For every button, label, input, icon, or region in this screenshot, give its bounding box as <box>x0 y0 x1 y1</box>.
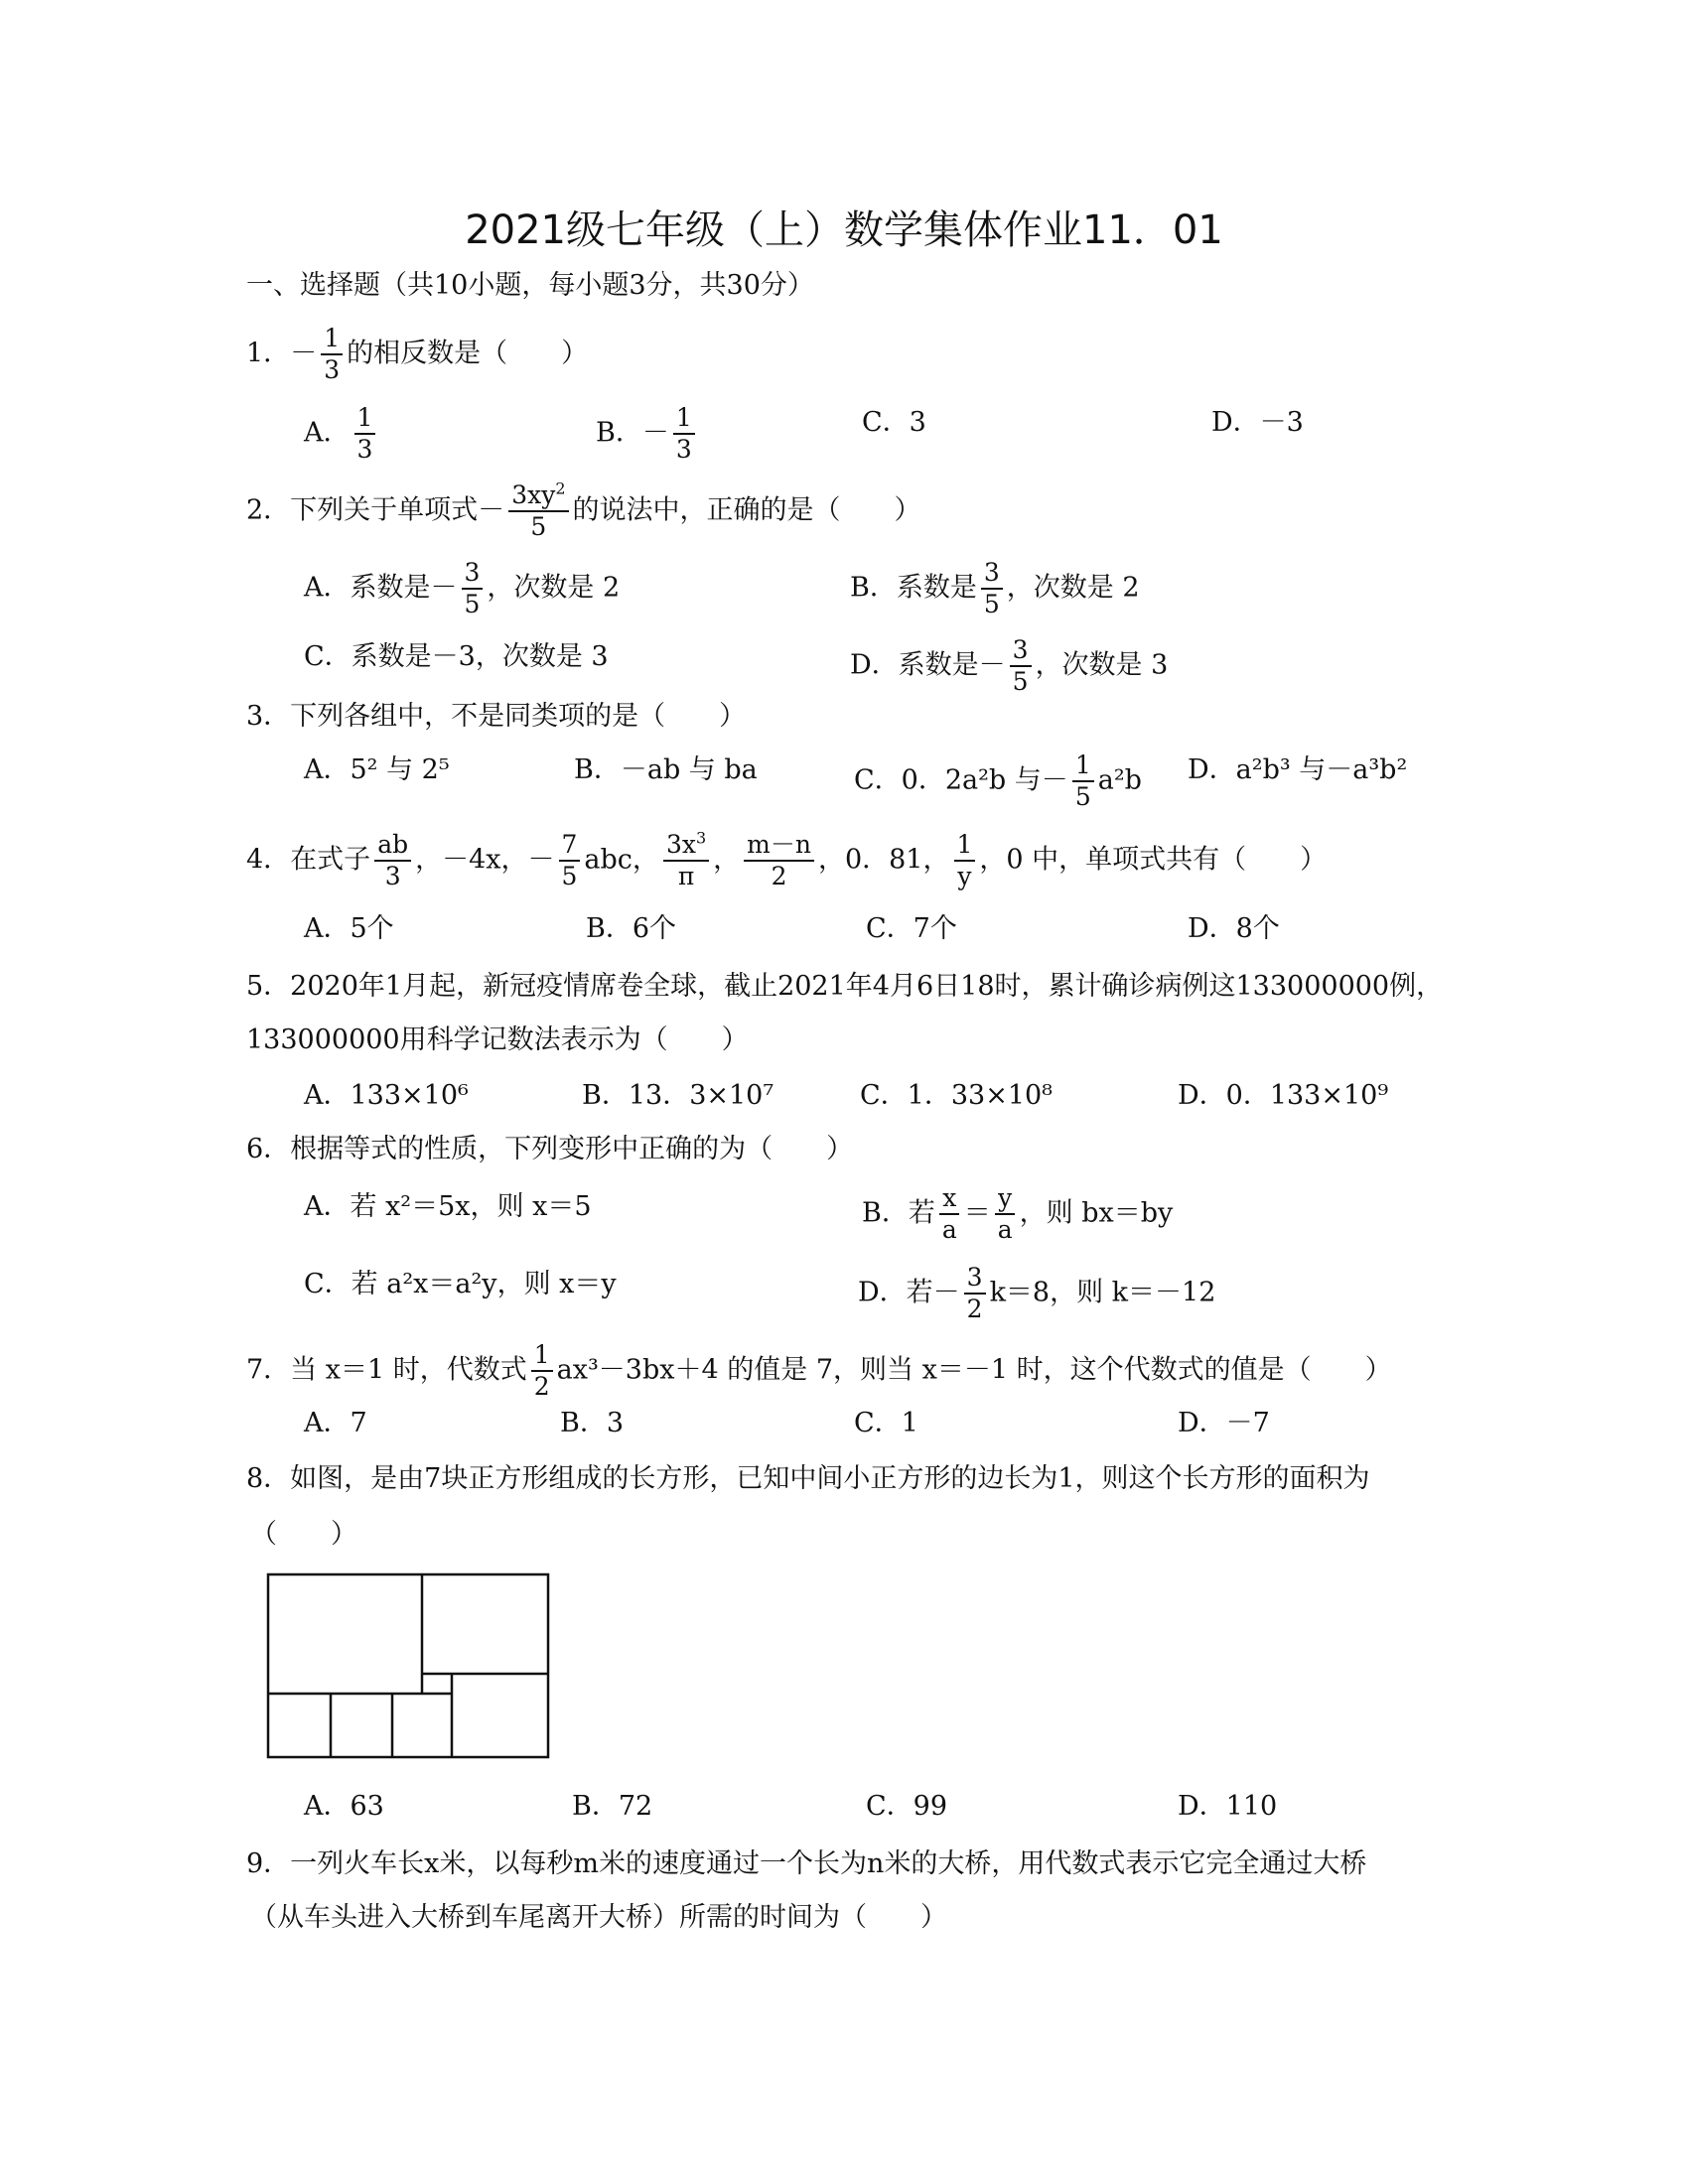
question-8-line-1: 8．如图，是由7块正方形组成的长方形，已知中间小正方形的边长为1，则这个长方形的面积为 <box>246 1463 1370 1494</box>
q8-option-b: B．72 <box>572 1791 653 1822</box>
q8-option-d: D．110 <box>1178 1791 1278 1822</box>
q7-option-b: B．3 <box>560 1408 625 1438</box>
q6-b-pre: B．若 <box>862 1197 935 1229</box>
q4-sep-1: ，－4x，－ <box>415 844 555 876</box>
page-title: 2021级七年级（上）数学集体作业11．01 <box>465 207 1223 253</box>
q2-d-den: 5 <box>1012 667 1029 696</box>
q2-frac-num-exp: 2 <box>555 478 566 498</box>
question-8-line-2: （ ） <box>250 1519 357 1550</box>
q7-option-c: C．1 <box>854 1408 918 1438</box>
q6-d-den: 2 <box>966 1295 983 1323</box>
question-1 <box>246 324 588 385</box>
q3-c-pre: C．0．2a²b 与－ <box>854 764 1068 796</box>
q1-a-fraction <box>354 403 376 465</box>
q1-b-label: B．－ <box>596 417 669 449</box>
q2-b-fraction <box>981 558 1003 619</box>
q6-b-y-num: y <box>995 1183 1015 1215</box>
q2-b-den: 5 <box>983 590 1000 618</box>
q2-a-fraction <box>462 558 484 619</box>
q2-a-den: 5 <box>464 590 481 618</box>
q4-f4-num: m－n <box>744 830 814 862</box>
q1-option-b <box>596 403 699 465</box>
question-6: 6．根据等式的性质，下列变形中正确的为（ ） <box>246 1134 854 1164</box>
q7-frac-num: 1 <box>531 1340 553 1372</box>
q1-frac-num: 1 <box>321 324 343 355</box>
question-9-line-1: 9．一列火车长x米，以每秒m米的速度通过一个长为n米的大桥，用代数式表示它完全通过大桥 <box>246 1848 1367 1879</box>
q6-option-d <box>858 1263 1215 1324</box>
q6-option-c: C．若 a²x＝a²y，则 x＝y <box>304 1269 617 1299</box>
q2-pre: 2．下列关于单项式－ <box>246 494 505 526</box>
question-7 <box>246 1340 1392 1402</box>
q4-option-a: A．5个 <box>304 913 394 944</box>
q6-d-post: k＝8，则 k＝－12 <box>989 1277 1216 1308</box>
q3-option-d: D．a²b³ 与－a³b² <box>1188 754 1408 785</box>
q1-fraction <box>321 324 343 385</box>
q3-option-a: A．5² 与 2⁵ <box>304 754 450 785</box>
q6-b-y-den: a <box>997 1215 1013 1244</box>
q2-d-num: 3 <box>1010 635 1032 667</box>
q1-option-c: C．3 <box>862 407 926 438</box>
q7-pre: 7．当 x＝1 时，代数式 <box>246 1354 527 1386</box>
q4-f3-num-exp: 3 <box>695 828 707 848</box>
q4-frac-2 <box>559 830 581 891</box>
question-9-line-2: （从车头进入大桥到车尾离开大桥）所需的时间为（ ） <box>250 1902 947 1933</box>
q2-frac-num-base: 3xy <box>511 480 556 509</box>
q5-option-b: B．13．3×10⁷ <box>582 1080 774 1111</box>
q5-option-d: D．0．133×10⁹ <box>1178 1080 1389 1111</box>
q2-b-num: 3 <box>981 558 1003 590</box>
q1-b-fraction <box>673 403 695 465</box>
q7-fraction <box>531 1340 553 1402</box>
q4-pre: 4．在式子 <box>246 844 371 876</box>
q4-f2-num: 7 <box>559 830 581 862</box>
q4-f3-num <box>663 830 709 862</box>
q6-b-post: ，则 bx＝by <box>1019 1197 1174 1229</box>
q4-sep-3: ， <box>713 844 741 876</box>
q4-f3-den: π <box>677 862 695 890</box>
question-5-line-2: 133000000用科学记数法表示为（ ） <box>246 1024 749 1055</box>
q1-b-num: 1 <box>673 403 695 435</box>
q6-option-a: A．若 x²＝5x，则 x＝5 <box>304 1191 592 1222</box>
q6-b-eq: ＝ <box>963 1197 991 1229</box>
q1-neg: － <box>290 338 318 369</box>
q7-frac-den: 2 <box>533 1372 550 1401</box>
q7-option-a: A．7 <box>304 1408 367 1438</box>
q4-frac-5 <box>954 830 976 891</box>
q3-option-b: B．－ab 与 ba <box>574 754 758 785</box>
q2-fraction <box>508 480 568 542</box>
q6-b-x-den: a <box>941 1215 957 1244</box>
q3-c-fraction <box>1072 751 1094 812</box>
q1-option-a <box>304 403 379 465</box>
q4-f5-num: 1 <box>954 830 976 862</box>
q3-c-num: 1 <box>1072 751 1094 782</box>
q2-d-pre: D．系数是－ <box>850 649 1006 681</box>
q4-f1-den: 3 <box>384 862 401 890</box>
q4-f1-num: ab <box>374 830 411 862</box>
q1-a-label: A． <box>304 417 351 449</box>
q4-option-c: C．7个 <box>866 913 957 944</box>
question-4 <box>246 830 1327 891</box>
q2-a-post: ，次数是 2 <box>487 572 621 604</box>
figure-outer-rectangle <box>268 1574 548 1757</box>
q4-f4-den: 2 <box>771 862 787 890</box>
q6-b-x-num: x <box>939 1183 959 1215</box>
q2-frac-den: 5 <box>530 512 547 541</box>
q4-f2-den: 5 <box>561 862 578 890</box>
q6-option-b <box>862 1183 1173 1245</box>
q2-tail: 的说法中，正确的是（ ） <box>572 494 921 526</box>
q4-sep-2: abc， <box>584 844 659 876</box>
q6-d-fraction <box>964 1263 986 1324</box>
q6-d-num: 3 <box>964 1263 986 1295</box>
q6-b-frac-y <box>995 1183 1016 1245</box>
q7-tail: ax³－3bx＋4 的值是 7，则当 x＝－1 时，这个代数式的值是（ ） <box>556 1354 1392 1386</box>
q4-frac-3 <box>663 830 709 891</box>
q2-option-a <box>304 558 620 619</box>
q4-frac-1 <box>374 830 411 891</box>
q8-option-a: A．63 <box>304 1791 384 1822</box>
q2-d-post: ，次数是 3 <box>1035 649 1169 681</box>
q1-b-den: 3 <box>675 435 692 464</box>
q4-f3-num-base: 3x <box>665 830 696 859</box>
q2-frac-num <box>508 480 568 512</box>
q8-option-c: C．99 <box>866 1791 948 1822</box>
rectangle-figure <box>266 1572 552 1761</box>
question-3: 3．下列各组中，不是同类项的是（ ） <box>246 701 747 732</box>
q6-d-pre: D．若－ <box>858 1277 960 1308</box>
q4-frac-4 <box>744 830 814 891</box>
q1-option-d: D．－3 <box>1211 407 1304 438</box>
q7-option-d: D．－7 <box>1178 1408 1270 1438</box>
q4-sep-4: ，0．81， <box>817 844 950 876</box>
q1-a-num: 1 <box>354 403 376 435</box>
q2-b-post: ，次数是 2 <box>1006 572 1140 604</box>
q2-option-b <box>850 558 1140 619</box>
q5-option-a: A．133×10⁶ <box>304 1080 469 1111</box>
q2-b-pre: B．系数是 <box>850 572 977 604</box>
q2-a-pre: A．系数是－ <box>304 572 458 604</box>
section-heading: 一、选择题（共10小题，每小题3分，共30分） <box>246 270 814 301</box>
q2-d-fraction <box>1010 635 1032 697</box>
q2-option-c: C．系数是－3，次数是 3 <box>304 641 609 672</box>
question-2 <box>246 480 921 542</box>
q2-option-d <box>850 635 1168 697</box>
q3-c-post: a²b <box>1097 764 1142 796</box>
q1-a-den: 3 <box>356 435 373 464</box>
question-5-line-1: 5．2020年1月起，新冠疫情席卷全球，截止2021年4月6日18时，累计确诊病例这133000000例， <box>246 971 1444 1002</box>
q4-tail: ，0 中，单项式共有（ ） <box>979 844 1328 876</box>
q4-option-d: D．8个 <box>1188 913 1280 944</box>
q2-a-num: 3 <box>462 558 484 590</box>
q3-c-den: 5 <box>1074 782 1091 811</box>
q4-option-b: B．6个 <box>586 913 677 944</box>
q3-option-c <box>854 751 1142 812</box>
q1-number: 1． <box>246 338 291 369</box>
q4-f5-den: y <box>957 862 972 890</box>
q1-frac-den: 3 <box>324 355 341 384</box>
q5-option-c: C．1．33×10⁸ <box>860 1080 1053 1111</box>
q6-b-frac-x <box>939 1183 960 1245</box>
q1-tail: 的相反数是（ ） <box>347 338 589 369</box>
